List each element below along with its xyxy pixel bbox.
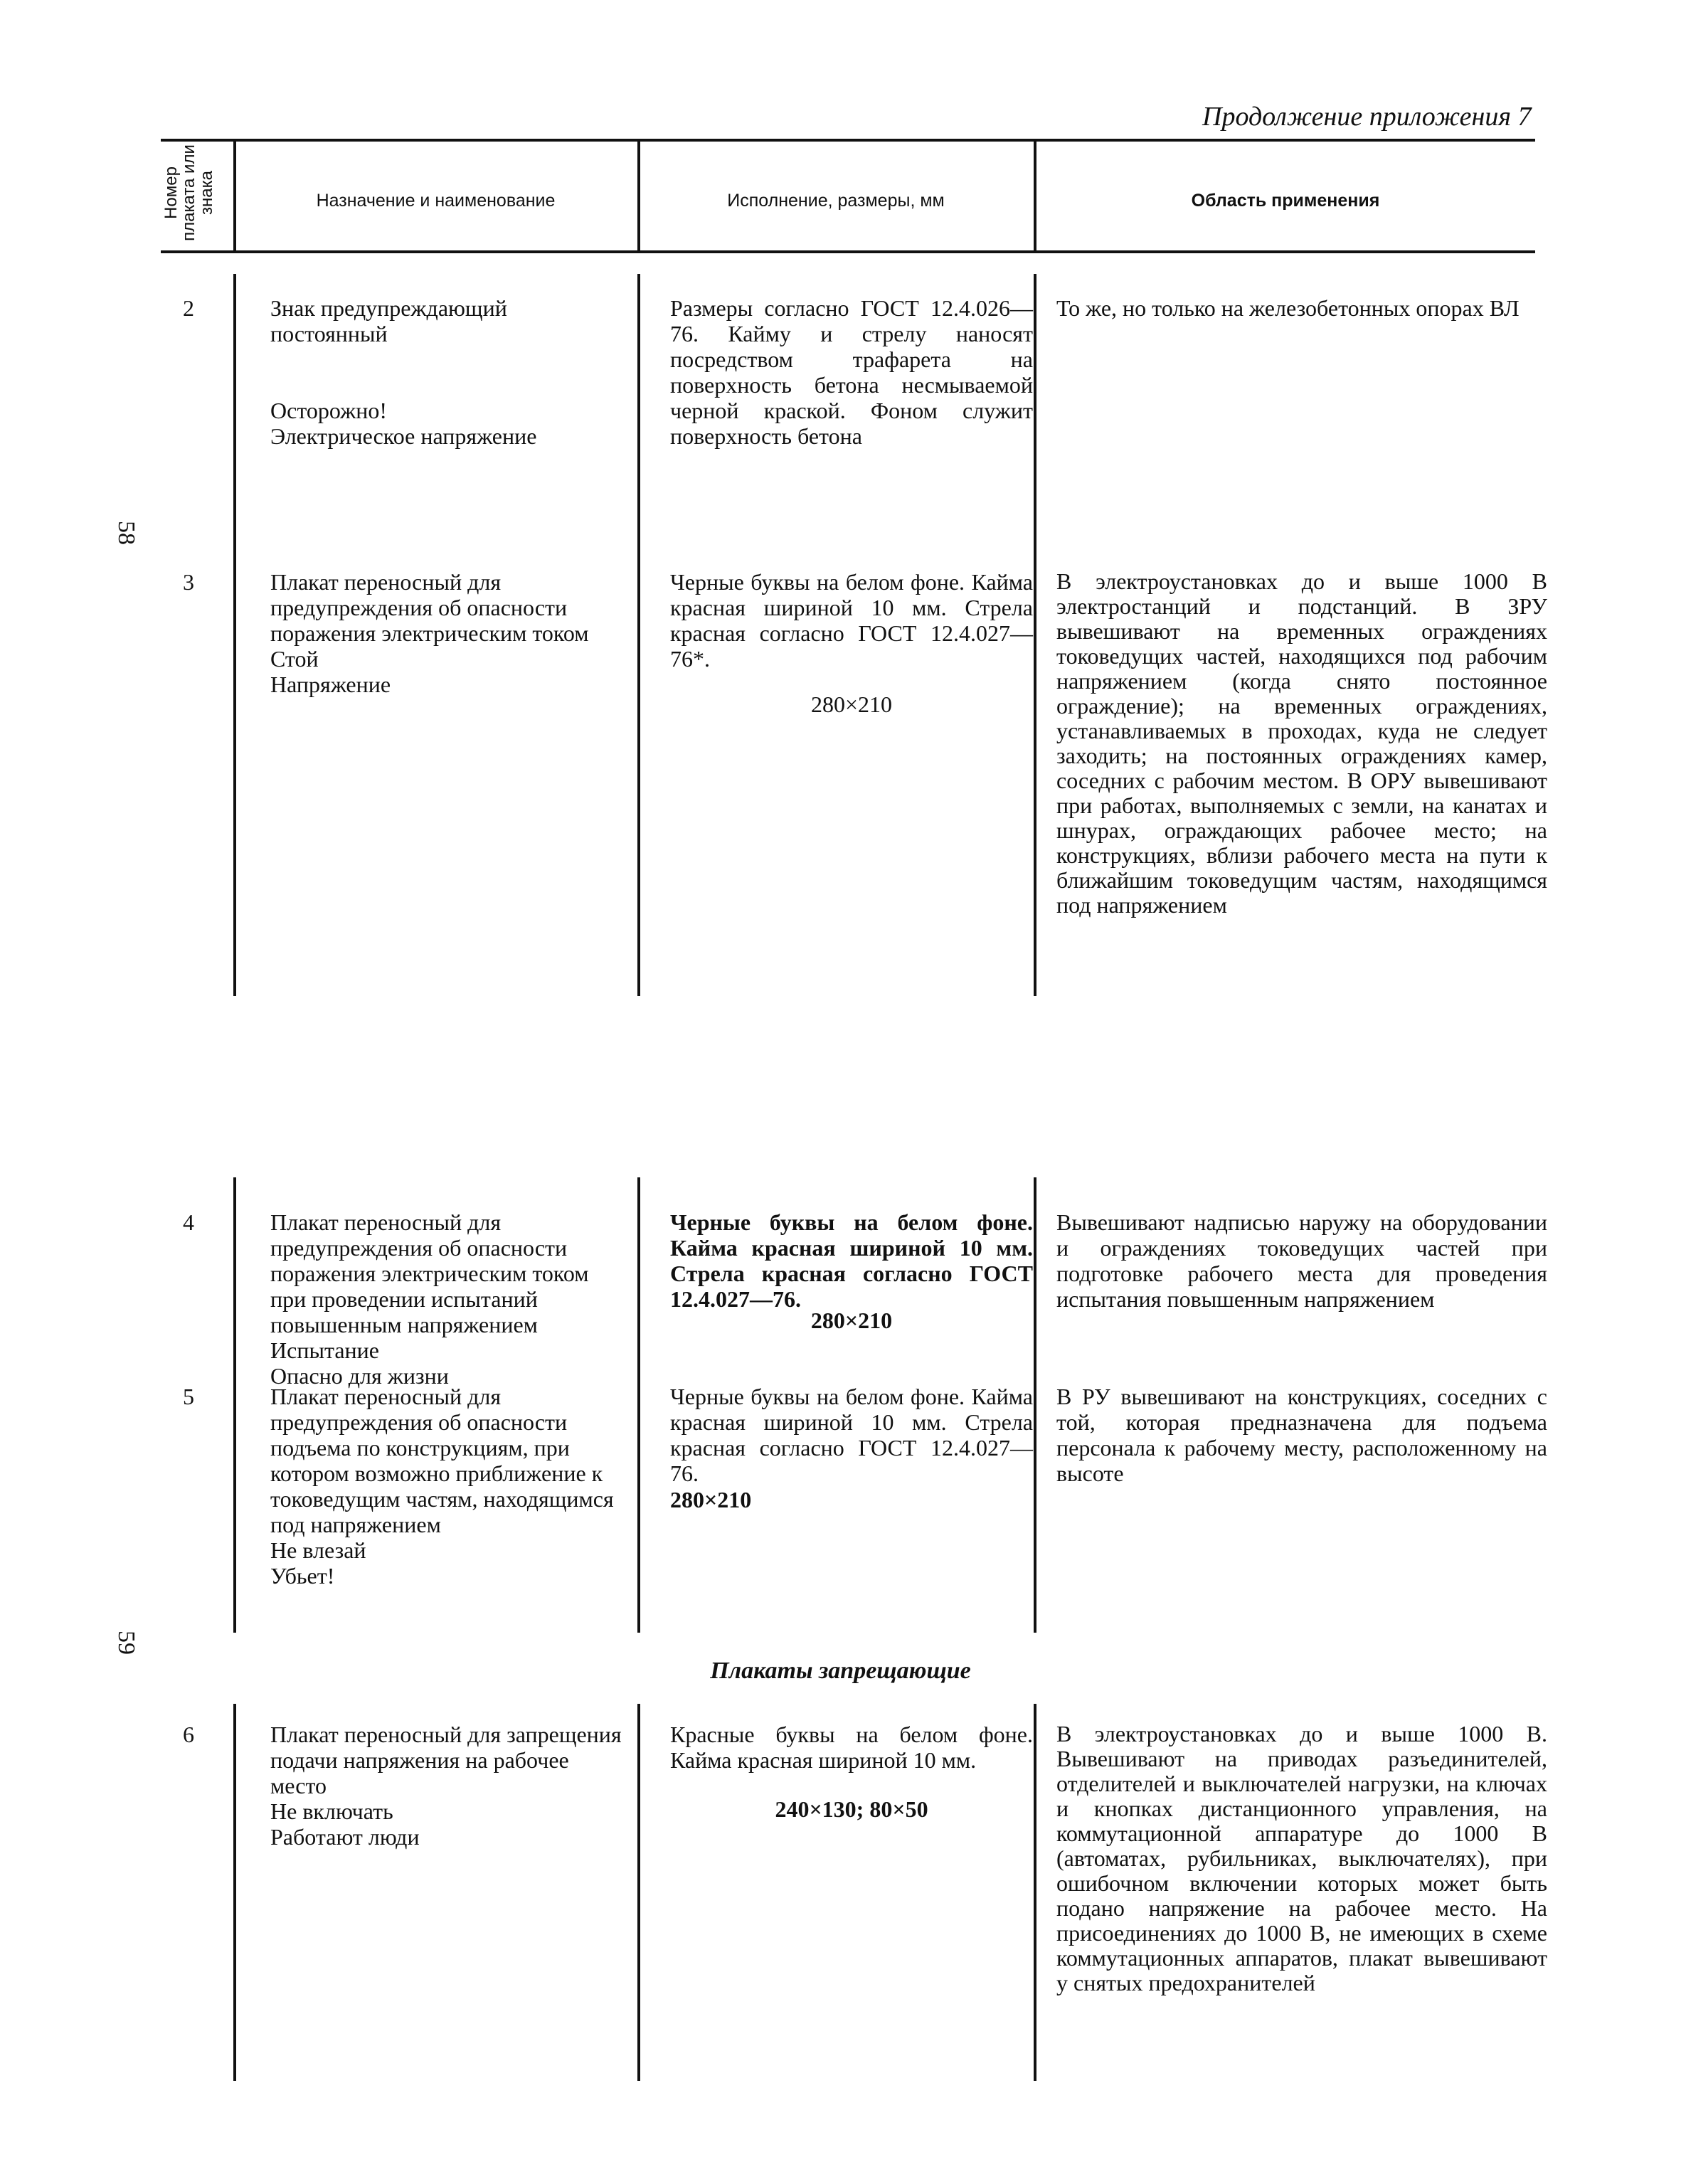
column-header-number: Номер плаката или знака xyxy=(161,144,216,241)
row-execution: Черные буквы на белом фоне. Кайма красная шириной 10 мм. Стрела красная согласно ГОСТ 12.4.027—76*. xyxy=(670,569,1033,672)
row-name: Плакат переносный для предупреждения об опасности подъема по конструкциям, при котором возможно приближение к токоведущим частям, находящимся под напряжением Не влезай Убьет! xyxy=(270,1384,614,1589)
row-number: 4 xyxy=(183,1209,194,1235)
table-header-bottom-rule xyxy=(161,250,1535,253)
body-divider-1b xyxy=(233,1177,236,1633)
body-divider-2b xyxy=(637,1177,640,1633)
column-header-area: Область применения xyxy=(1191,191,1380,211)
row-number: 5 xyxy=(183,1384,194,1409)
body-divider-2c xyxy=(637,1704,640,2081)
body-divider-3c xyxy=(1034,1704,1036,2081)
row-name: Плакат переносный для запрещения подачи напряжения на рабочее место Не включать Работают люди xyxy=(270,1722,622,1850)
body-divider-3b xyxy=(1034,1177,1036,1633)
row-execution: Черные буквы на белом фоне. Кайма красная шириной 10 мм. Стрела красная согласно ГОСТ 12.4.027—76. xyxy=(670,1384,1033,1486)
body-divider-1c xyxy=(233,1704,236,2081)
row-area: В электроустановках до и выше 1000 В. Вывешивают на приводах разъединителей, отделителей и выключателей нагрузки, на ключах и кнопках дистанционного управления, на коммутационной аппаратуре до 1000 В (автоматах, рубильниках, выключателях), при ошибочном включении которых может быть подано напряжение на рабочее место. На присоединениях до 1000 В, не имеющих в схеме коммутационных аппаратов, плакат вывешивают у снятых предохранителей xyxy=(1056,1721,1547,1995)
body-divider-2a xyxy=(637,274,640,996)
row-area: В РУ вывешивают на конструкциях, соседних с той, которая предназначена для подъема персонала к рабочему месту, расположенному на высоте xyxy=(1056,1384,1547,1486)
page-number-59: 59 xyxy=(113,1631,139,1655)
row-name: Плакат переносный для предупреждения об опасности поражения электрическим током при проведении испытаний повышенным напряжением Испытание Опасно для жизни xyxy=(270,1209,589,1389)
page-header-title: Продолжение приложения 7 xyxy=(1202,102,1532,132)
row-size: 240×130; 80×50 xyxy=(775,1796,928,1822)
row-name: Знак предупреждающий постоянный Осторожно! Электрическое напряжение xyxy=(270,295,537,449)
column-header-execution: Исполнение, размеры, мм xyxy=(727,191,945,211)
row-area: То же, но только на железобетонных опорах ВЛ xyxy=(1056,295,1520,321)
row-name: Плакат переносный для предупреждения об опасности поражения электрическим током Стой Напряжение xyxy=(270,569,589,697)
column-header-name: Назначение и наименование xyxy=(316,191,556,211)
row-execution: Черные буквы на белом фоне. Кайма красная шириной 10 мм. Стрела красная согласно ГОСТ 12.4.027—76. xyxy=(670,1209,1033,1312)
body-divider-1a xyxy=(233,274,236,996)
page-number-58: 58 xyxy=(113,521,139,545)
header-divider-2 xyxy=(637,139,640,253)
row-execution: Красные буквы на белом фоне. Кайма красная шириной 10 мм. xyxy=(670,1722,1033,1773)
header-divider-3 xyxy=(1034,139,1036,253)
table-top-rule xyxy=(161,139,1535,142)
row-number: 3 xyxy=(183,569,194,595)
row-size: 280×210 xyxy=(670,1487,752,1512)
body-divider-3a xyxy=(1034,274,1036,996)
row-area: Вывешивают надписью наружу на оборудовании и ограждениях токоведущих частей при подготовке рабочего места для проведения испытания повышенным напряжением xyxy=(1056,1209,1547,1312)
row-area: В электроустановках до и выше 1000 В электростанций и подстанций. В ЗРУ вывешивают на временных ограждениях токоведущих частей, находящихся под рабочим напряжением (когда снято постоянное ограждение); на временных ограждениях, устанавливаемых в проходах, куда не следует заходить; на постоянных ограждениях камер, соседних с рабочим местом. В ОРУ вывешивают при работах, выполняемых с земли, на канатах и шнурах, ограждающих рабочее место; на конструкциях, вблизи рабочего места на пути к ближайшим токоведущим частям, находящимся под напряжением xyxy=(1056,568,1547,918)
row-execution: Размеры согласно ГОСТ 12.4.026—76. Кайму и стрелу наносят посредством трафарета на поверхность бетона несмываемой черной краской. Фоном служит поверхность бетона xyxy=(670,295,1033,449)
row-number: 2 xyxy=(183,295,194,321)
row-number: 6 xyxy=(183,1722,194,1747)
row-size: 280×210 xyxy=(810,1308,893,1333)
section-title: Плакаты запрещающие xyxy=(710,1658,971,1684)
row-size: 280×210 xyxy=(810,691,893,717)
